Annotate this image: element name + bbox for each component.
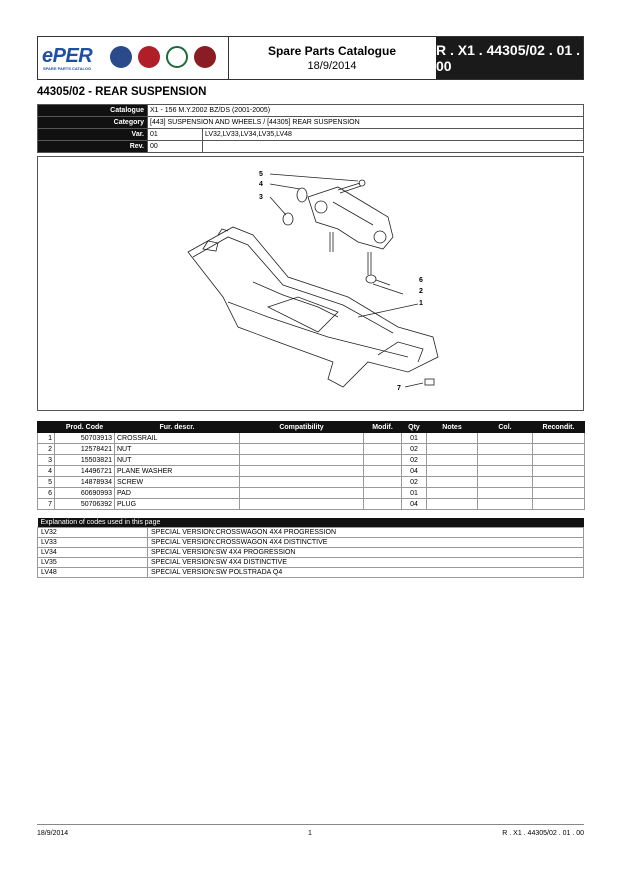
- col: [478, 466, 533, 477]
- screw-part: [330, 232, 333, 252]
- row-index: 7: [38, 499, 55, 510]
- row-index: 5: [38, 477, 55, 488]
- recondit: [533, 499, 585, 510]
- prod-code: 50703913: [55, 433, 115, 444]
- fiat-professional-logo-icon: [194, 46, 216, 68]
- qty: 01: [402, 433, 427, 444]
- compatibility: [240, 466, 364, 477]
- list-item: [38, 568, 584, 578]
- col-recondit: Recondit.: [533, 422, 585, 433]
- table-row: [38, 433, 585, 444]
- qty: 01: [402, 488, 427, 499]
- callout-4: 4: [259, 181, 263, 188]
- row-index: 2: [38, 444, 55, 455]
- recondit: [533, 455, 585, 466]
- modif: [364, 488, 402, 499]
- col-qty: Qty: [402, 422, 427, 433]
- table-row: [38, 488, 585, 499]
- diagram-drawing: [38, 157, 583, 410]
- legend-desc: SPECIAL VERSION:CROSSWAGON 4X4 PROGRESSION: [148, 528, 584, 538]
- modif: [364, 466, 402, 477]
- list-item: [38, 528, 584, 538]
- category-value: [443] SUSPENSION AND WHEELS / [44305] REAR SUSPENSION: [148, 117, 584, 129]
- row-index: 3: [38, 455, 55, 466]
- col: [478, 444, 533, 455]
- var-value: 01: [148, 129, 203, 141]
- description: PAD: [115, 488, 240, 499]
- col: [478, 433, 533, 444]
- document-code: R . X1 . 44305/02 . 01 . 00: [436, 37, 583, 79]
- prod-code: 50706392: [55, 499, 115, 510]
- prod-code: 14878934: [55, 477, 115, 488]
- recondit: [533, 433, 585, 444]
- modif: [364, 433, 402, 444]
- notes: [427, 477, 478, 488]
- col: [478, 455, 533, 466]
- prod-code: 12578421: [55, 444, 115, 455]
- footer-code: R . X1 . 44305/02 . 01 . 00: [502, 830, 584, 837]
- table-row: [38, 499, 585, 510]
- col-index: [38, 422, 55, 433]
- eper-logo: ePER: [42, 45, 93, 67]
- description: PLUG: [115, 499, 240, 510]
- document-title: Spare Parts Catalogue: [267, 44, 397, 58]
- prod-code: 60690993: [55, 488, 115, 499]
- qty: 04: [402, 466, 427, 477]
- description: NUT: [115, 455, 240, 466]
- callout-7: 7: [397, 385, 401, 392]
- lancia-logo-icon: [110, 46, 132, 68]
- bracket-part: [308, 187, 393, 249]
- compatibility: [240, 488, 364, 499]
- col-description: Fur. descr.: [115, 422, 240, 433]
- col-compatibility: Compatibility: [240, 422, 364, 433]
- compatibility: [240, 433, 364, 444]
- qty: 02: [402, 455, 427, 466]
- col-prod-code: Prod. Code: [55, 422, 115, 433]
- col-modif: Modif.: [364, 422, 402, 433]
- notes: [427, 433, 478, 444]
- section-title: 44305/02 - REAR SUSPENSION: [37, 86, 207, 98]
- legend-code: LV33: [38, 538, 148, 548]
- legend-code: LV32: [38, 528, 148, 538]
- var-label: Var.: [38, 129, 148, 141]
- description: PLANE WASHER: [115, 466, 240, 477]
- list-item: [38, 548, 584, 558]
- table-row: [38, 477, 585, 488]
- rev-empty-cell: [203, 141, 584, 153]
- legend-desc: SPECIAL VERSION:CROSSWAGON 4X4 DISTINCTIVE: [148, 538, 584, 548]
- col: [478, 499, 533, 510]
- description: CROSSRAIL: [115, 433, 240, 444]
- catalogue-label: Catalogue: [38, 105, 148, 117]
- info-row-rev: [38, 141, 584, 153]
- modif: [364, 455, 402, 466]
- col-col: Col.: [478, 422, 533, 433]
- fiat-logo-icon: [138, 46, 160, 68]
- prod-code: 15503821: [55, 455, 115, 466]
- page-header: [37, 36, 584, 80]
- legend-code: LV34: [38, 548, 148, 558]
- parts-header-row: [38, 422, 585, 433]
- list-item: [38, 538, 584, 548]
- info-row-catalogue: [38, 105, 584, 117]
- document-date: 18/9/2014: [307, 60, 357, 72]
- qty: 04: [402, 499, 427, 510]
- callout-6: 6: [419, 277, 423, 284]
- modif: [364, 444, 402, 455]
- callout-5: 5: [259, 171, 263, 178]
- table-row: [38, 444, 585, 455]
- legend-title: Explanation of codes used in this page: [38, 518, 584, 528]
- legend-code: LV48: [38, 568, 148, 578]
- parts-table: [37, 421, 585, 510]
- notes: [427, 466, 478, 477]
- row-index: 1: [38, 433, 55, 444]
- description: NUT: [115, 444, 240, 455]
- recondit: [533, 477, 585, 488]
- table-row: [38, 466, 585, 477]
- rev-label: Rev.: [38, 141, 148, 153]
- info-row-var: [38, 129, 584, 141]
- exploded-diagram: [37, 156, 584, 411]
- footer-page-number: 1: [308, 830, 312, 837]
- eper-logo-subtext: SPARE PARTS CATALOG: [43, 66, 92, 71]
- prod-code: 14496721: [55, 466, 115, 477]
- catalogue-value: X1 - 156 M.Y.2002 BZ/DS (2001-2005): [148, 105, 584, 117]
- compatibility: [240, 499, 364, 510]
- brand-logos: [38, 37, 229, 79]
- callout-3: 3: [259, 194, 263, 201]
- compatibility: [240, 477, 364, 488]
- modif: [364, 499, 402, 510]
- alfa-romeo-logo-icon: [166, 46, 188, 68]
- legend-desc: SPECIAL VERSION:SW POLSTRADA Q4: [148, 568, 584, 578]
- col-notes: Notes: [427, 422, 478, 433]
- table-row: [38, 455, 585, 466]
- rev-value: 00: [148, 141, 203, 153]
- list-item: [38, 558, 584, 568]
- row-index: 4: [38, 466, 55, 477]
- col: [478, 477, 533, 488]
- compatibility: [240, 455, 364, 466]
- footer-date: 18/9/2014: [37, 830, 69, 837]
- callout-1: 1: [419, 300, 423, 307]
- compatibility: [240, 444, 364, 455]
- codes-legend-table: [37, 518, 584, 578]
- title-box: [228, 37, 437, 79]
- info-table: [37, 104, 584, 153]
- col: [478, 488, 533, 499]
- info-row-category: [38, 117, 584, 129]
- description: SCREW: [115, 477, 240, 488]
- footer-divider: [37, 824, 584, 825]
- var-versions: LV32,LV33,LV34,LV35,LV48: [203, 129, 584, 141]
- recondit: [533, 466, 585, 477]
- notes: [427, 499, 478, 510]
- qty: 02: [402, 477, 427, 488]
- legend-code: LV35: [38, 558, 148, 568]
- legend-desc: SPECIAL VERSION:SW 4X4 DISTINCTIVE: [148, 558, 584, 568]
- legend-desc: SPECIAL VERSION:SW 4X4 PROGRESSION: [148, 548, 584, 558]
- notes: [427, 488, 478, 499]
- notes: [427, 444, 478, 455]
- crossrail-part: [188, 227, 438, 387]
- callout-2: 2: [419, 288, 423, 295]
- category-label: Category: [38, 117, 148, 129]
- recondit: [533, 444, 585, 455]
- recondit: [533, 488, 585, 499]
- modif: [364, 477, 402, 488]
- qty: 02: [402, 444, 427, 455]
- row-index: 6: [38, 488, 55, 499]
- notes: [427, 455, 478, 466]
